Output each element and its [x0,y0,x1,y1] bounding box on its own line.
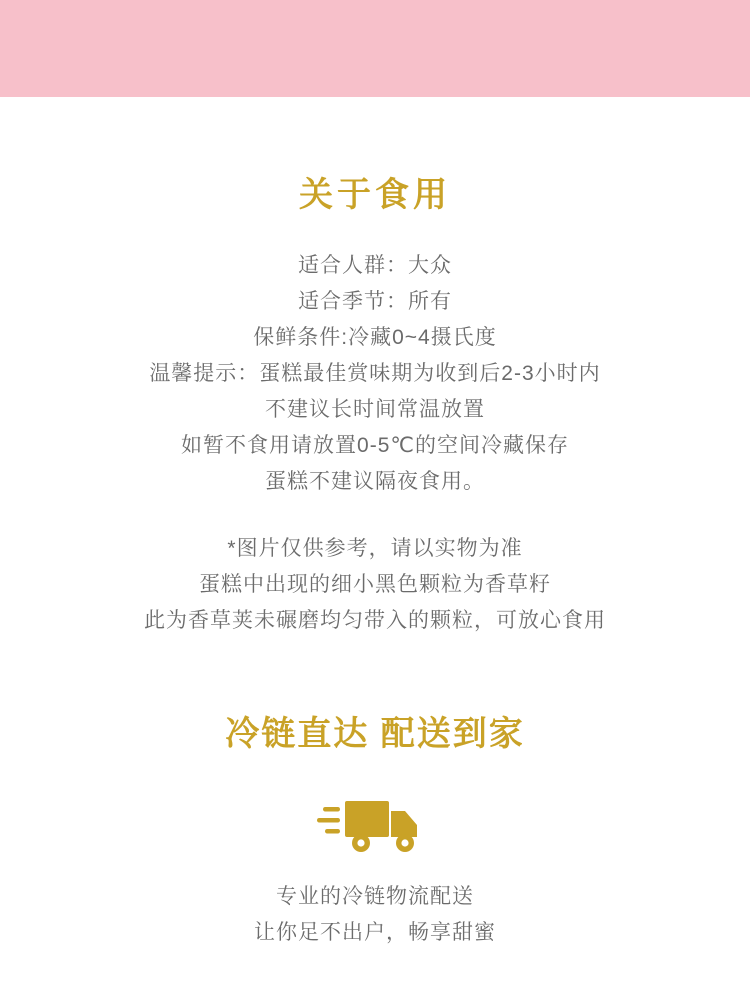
delivery-truck-wrap [0,791,750,857]
about-line: 不建议长时间常温放置 [265,398,485,422]
about-line: 适合人群：大众 [298,253,452,277]
about-note-line: 此为香草荚未碾磨均匀带入的颗粒，可放心食用 [144,608,606,632]
about-line: 蛋糕不建议隔夜食用。 [265,470,485,494]
about-note-line: 蛋糕中出现的细小黑色颗粒为香草籽 [199,572,551,596]
about-line: 如暂不食用请放置0-5℃的空间冷藏保存 [181,434,569,458]
section-spacer [0,501,750,531]
about-line: 温馨提示：蛋糕最佳赏味期为收到后2-3小时内 [149,362,601,386]
delivery-section [0,714,750,951]
delivery-description [0,879,750,951]
about-section-title: 关于食用 [299,176,451,214]
delivery-section-title: 冷链直达 配送到家 [225,714,525,753]
delivery-line: 让你足不出户，畅享甜蜜 [254,920,496,944]
about-note-line: *图片仅供参考，请以实物为准 [227,536,523,560]
delivery-truck-icon [315,791,435,857]
about-line: 保鲜条件:冷藏0~4摄氏度 [253,326,497,350]
top-pink-banner [0,0,750,97]
about-body-lines [0,248,750,501]
about-section [0,175,750,639]
about-line: 适合季节：所有 [298,289,452,313]
delivery-line: 专业的冷链物流配送 [276,884,474,908]
about-note-lines [0,531,750,639]
